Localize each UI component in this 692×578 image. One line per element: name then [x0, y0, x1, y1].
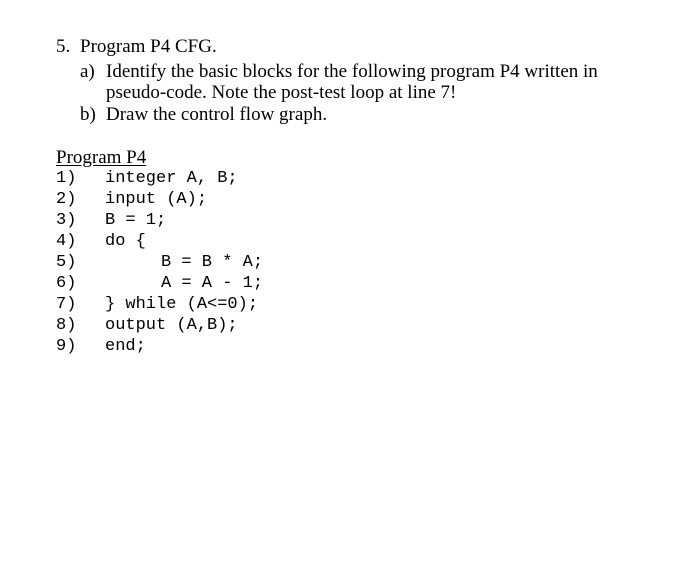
code-line-number: 8): [56, 316, 77, 335]
code-line-text: } while (A<=0);: [105, 295, 259, 314]
part-b-label: b): [80, 104, 96, 125]
code-line-text: A = A - 1;: [161, 274, 264, 293]
code-line-text: end;: [105, 337, 146, 356]
program-title: Program P4: [56, 147, 147, 168]
code-line-number: 3): [56, 211, 77, 230]
code-line-text: input (A);: [105, 190, 208, 209]
code-line-number: 1): [56, 169, 77, 188]
code-line-number: 2): [56, 190, 77, 209]
part-a-label: a): [80, 61, 95, 82]
code-line-number: 6): [56, 274, 77, 293]
part-a-text-line-2: pseudo-code. Note the post-test loop at line 7!: [106, 82, 457, 103]
code-line-number: 5): [56, 253, 77, 272]
question-number: 5.: [56, 36, 71, 57]
part-b-text-line-1: Draw the control flow graph.: [106, 104, 328, 125]
code-line-text: integer A, B;: [105, 169, 238, 188]
question-title: Program P4 CFG.: [80, 36, 217, 57]
code-line-text: do {: [105, 232, 146, 251]
code-line-text: B = 1;: [105, 211, 167, 230]
code-line-number: 9): [56, 337, 77, 356]
code-line-number: 4): [56, 232, 77, 251]
code-line-text: output (A,B);: [105, 316, 238, 335]
code-line-number: 7): [56, 295, 77, 314]
code-line-text: B = B * A;: [161, 253, 264, 272]
part-a-text-line-1: Identify the basic blocks for the following program P4 written in: [106, 61, 598, 82]
